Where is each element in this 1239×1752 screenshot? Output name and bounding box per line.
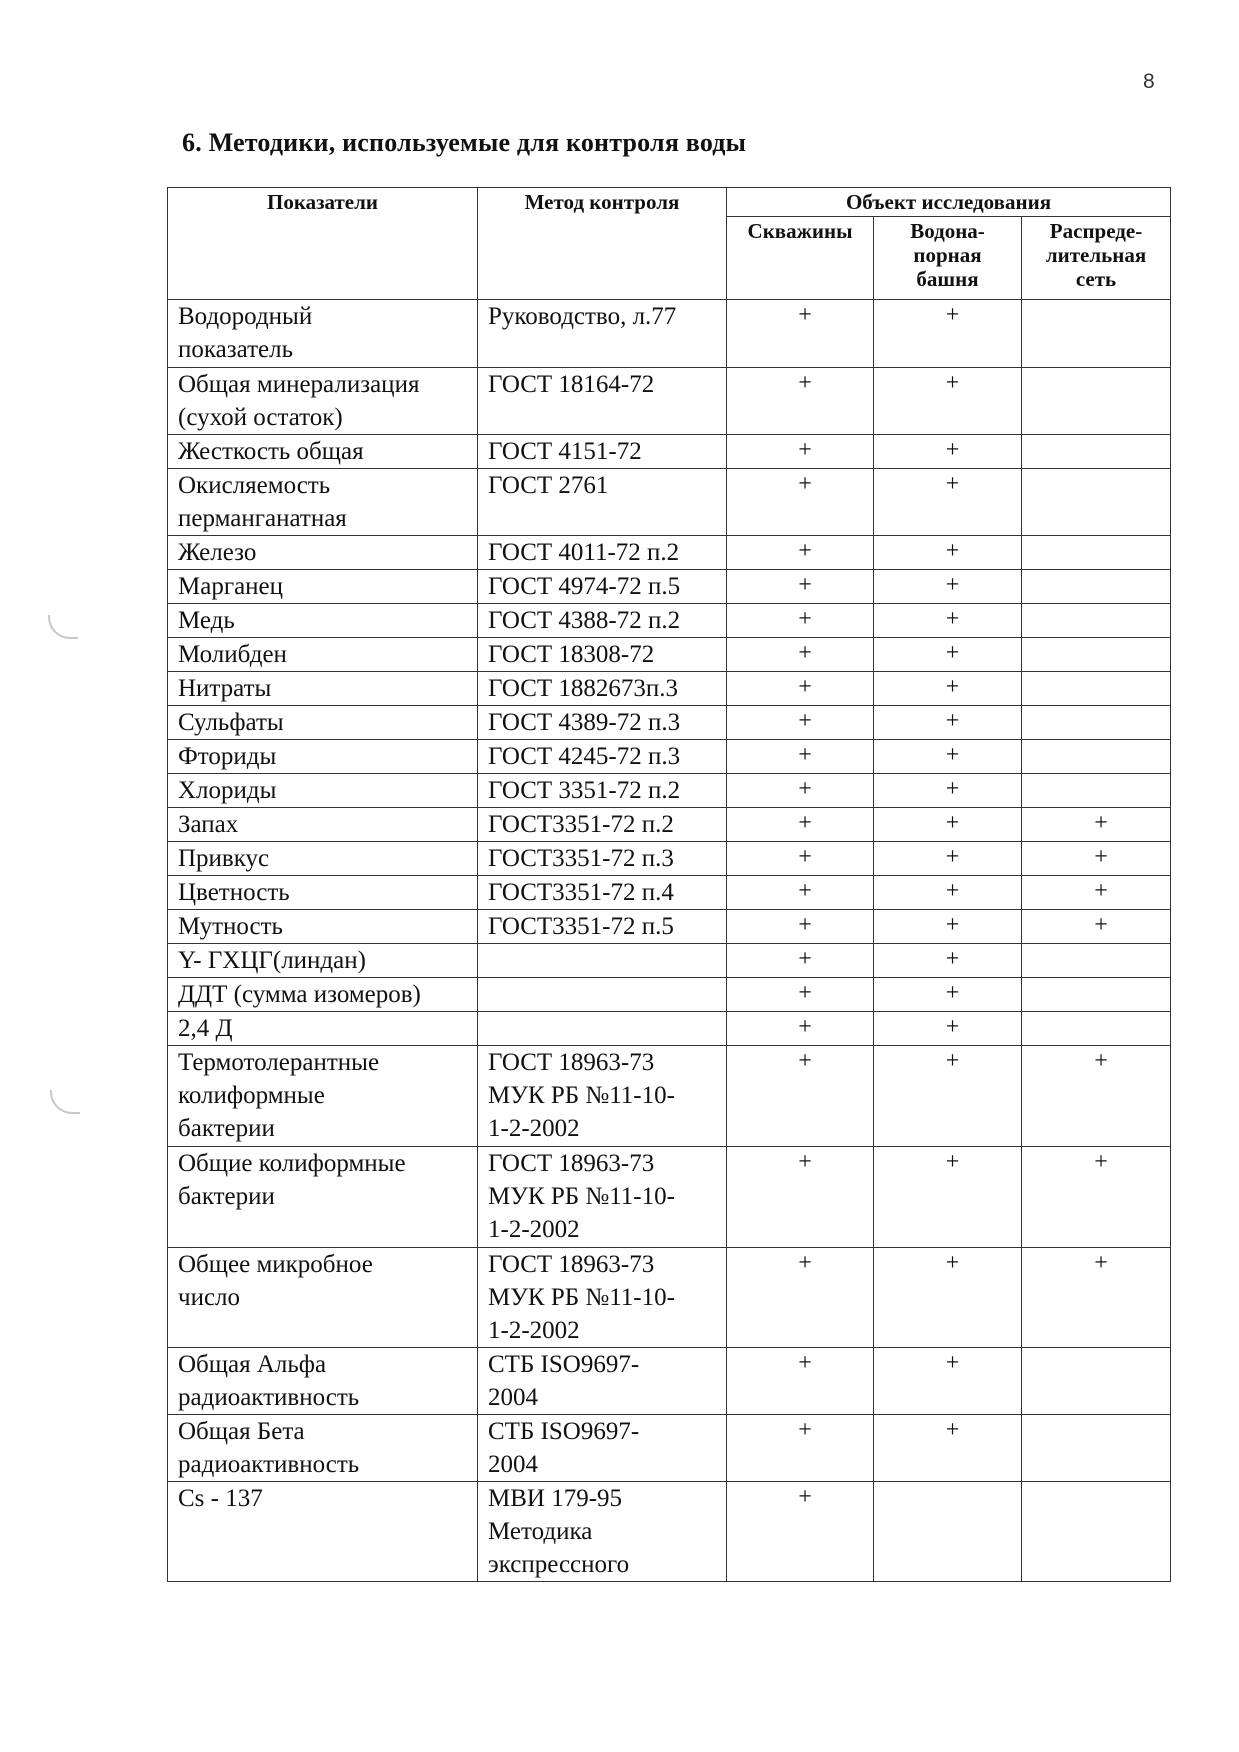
network-mark: + xyxy=(1022,876,1171,910)
method-cell: ГОСТ 4974-72 п.5 xyxy=(478,570,727,604)
indicator-cell: Общее микробное число xyxy=(168,1248,478,1348)
wells-mark: + xyxy=(727,672,874,706)
wells-mark: + xyxy=(727,740,874,774)
header-method: Метод контроля xyxy=(478,188,727,300)
tower-mark: + xyxy=(874,1415,1022,1482)
method-cell: ГОСТ 3351-72 п.2 xyxy=(478,774,727,808)
network-mark: + xyxy=(1022,1147,1171,1248)
network-mark xyxy=(1022,469,1171,536)
wells-mark: + xyxy=(727,876,874,910)
tower-mark xyxy=(874,1482,1022,1582)
method-cell: ГОСТ 18308-72 xyxy=(478,638,727,672)
network-mark xyxy=(1022,978,1171,1012)
table-row xyxy=(168,1415,1171,1482)
indicator-cell: Запах xyxy=(168,808,478,842)
indicator-cell: Сульфаты xyxy=(168,706,478,740)
wells-mark: + xyxy=(727,910,874,944)
method-cell: ГОСТ 4011-72 п.2 xyxy=(478,536,727,570)
wells-mark: + xyxy=(727,978,874,1012)
indicator-cell: Cs - 137 xyxy=(168,1482,478,1582)
wells-mark: + xyxy=(727,1348,874,1415)
network-mark: + xyxy=(1022,808,1171,842)
tower-mark: + xyxy=(874,469,1022,536)
page-number: 8 xyxy=(1143,70,1155,93)
network-mark xyxy=(1022,570,1171,604)
method-cell xyxy=(478,978,727,1012)
method-cell: ГОСТ 2761 xyxy=(478,469,727,536)
network-mark xyxy=(1022,774,1171,808)
table-row xyxy=(168,1248,1171,1348)
network-mark xyxy=(1022,435,1171,469)
method-cell xyxy=(478,1012,727,1046)
tower-mark: + xyxy=(874,570,1022,604)
indicator-cell: Водородный показатель xyxy=(168,300,478,368)
tower-mark: + xyxy=(874,808,1022,842)
table-row xyxy=(168,469,1171,536)
method-cell: ГОСТ 4245-72 п.3 xyxy=(478,740,727,774)
network-mark: + xyxy=(1022,910,1171,944)
wells-mark: + xyxy=(727,808,874,842)
table-row xyxy=(168,944,1171,978)
wells-mark: + xyxy=(727,435,874,469)
method-cell: ГОСТ3351-72 п.5 xyxy=(478,910,727,944)
wells-mark: + xyxy=(727,1046,874,1147)
tower-mark: + xyxy=(874,842,1022,876)
wells-mark: + xyxy=(727,536,874,570)
indicator-cell: Хлориды xyxy=(168,774,478,808)
table-row xyxy=(168,740,1171,774)
tower-mark: + xyxy=(874,672,1022,706)
method-cell: ГОСТ 18963-73 МУК РБ №11-10- 1-2-2002 xyxy=(478,1147,727,1248)
indicator-cell: Молибден xyxy=(168,638,478,672)
table-row xyxy=(168,570,1171,604)
method-cell: ГОСТ 18963-73 МУК РБ №11-10- 1-2-2002 xyxy=(478,1248,727,1348)
wells-mark: + xyxy=(727,944,874,978)
tower-mark: + xyxy=(874,536,1022,570)
table-row xyxy=(168,435,1171,469)
network-mark xyxy=(1022,672,1171,706)
method-cell: СТБ ISO9697- 2004 xyxy=(478,1348,727,1415)
table-row xyxy=(168,672,1171,706)
method-cell: ГОСТ3351-72 п.2 xyxy=(478,808,727,842)
table-row xyxy=(168,910,1171,944)
tower-mark: + xyxy=(874,706,1022,740)
network-mark xyxy=(1022,536,1171,570)
network-mark xyxy=(1022,740,1171,774)
network-mark xyxy=(1022,1482,1171,1582)
header-network: Распреде- лительная сеть xyxy=(1022,217,1171,300)
table-row xyxy=(168,978,1171,1012)
network-mark: + xyxy=(1022,1248,1171,1348)
indicator-cell: Медь xyxy=(168,604,478,638)
header-indicator: Показатели xyxy=(168,188,478,300)
tower-mark: + xyxy=(874,638,1022,672)
table-row xyxy=(168,1147,1171,1248)
indicator-cell: Общая минерализация (сухой остаток) xyxy=(168,368,478,435)
network-mark xyxy=(1022,706,1171,740)
tower-mark: + xyxy=(874,1147,1022,1248)
network-mark: + xyxy=(1022,1046,1171,1147)
tower-mark: + xyxy=(874,368,1022,435)
indicator-cell: Общая Альфа радиоактивность xyxy=(168,1348,478,1415)
tower-mark: + xyxy=(874,978,1022,1012)
network-mark xyxy=(1022,1012,1171,1046)
method-cell: ГОСТ3351-72 п.3 xyxy=(478,842,727,876)
tower-mark: + xyxy=(874,1012,1022,1046)
method-cell: МВИ 179-95 Методика экспрессного xyxy=(478,1482,727,1582)
wells-mark: + xyxy=(727,638,874,672)
scan-mark xyxy=(48,615,78,639)
indicator-cell: Нитраты xyxy=(168,672,478,706)
network-mark: + xyxy=(1022,842,1171,876)
method-cell xyxy=(478,944,727,978)
table-row xyxy=(168,1046,1171,1147)
method-cell: ГОСТ 1882673п.3 xyxy=(478,672,727,706)
indicator-cell: 2,4 Д xyxy=(168,1012,478,1046)
network-mark xyxy=(1022,1415,1171,1482)
section-title: 6. Методики, используемые для контроля воды xyxy=(182,128,747,157)
method-cell: ГОСТ 18164-72 xyxy=(478,368,727,435)
table-row xyxy=(168,604,1171,638)
network-mark xyxy=(1022,1348,1171,1415)
table-row xyxy=(168,368,1171,435)
table-row xyxy=(168,808,1171,842)
method-cell: ГОСТ3351-72 п.4 xyxy=(478,876,727,910)
indicator-cell: Мутность xyxy=(168,910,478,944)
wells-mark: + xyxy=(727,1415,874,1482)
tower-mark: + xyxy=(874,604,1022,638)
indicator-cell: Жесткость общая xyxy=(168,435,478,469)
header-wells: Скважины xyxy=(727,217,874,300)
tower-mark: + xyxy=(874,876,1022,910)
table-row xyxy=(168,1482,1171,1582)
wells-mark: + xyxy=(727,1482,874,1582)
header-tower: Водона- порная башня xyxy=(874,217,1022,300)
indicator-cell: Железо xyxy=(168,536,478,570)
indicator-cell: ДДТ (сумма изомеров) xyxy=(168,978,478,1012)
wells-mark: + xyxy=(727,1248,874,1348)
network-mark xyxy=(1022,638,1171,672)
indicator-cell: Y- ГХЦГ(линдан) xyxy=(168,944,478,978)
wells-mark: + xyxy=(727,368,874,435)
network-mark xyxy=(1022,300,1171,368)
method-cell: Руководство, л.77 xyxy=(478,300,727,368)
tower-mark: + xyxy=(874,740,1022,774)
tower-mark: + xyxy=(874,910,1022,944)
wells-mark: + xyxy=(727,570,874,604)
indicator-cell: Термотолерантные колиформные бактерии xyxy=(168,1046,478,1147)
wells-mark: + xyxy=(727,842,874,876)
indicator-cell: Общая Бета радиоактивность xyxy=(168,1415,478,1482)
method-cell: ГОСТ 4388-72 п.2 xyxy=(478,604,727,638)
table-row xyxy=(168,706,1171,740)
network-mark xyxy=(1022,944,1171,978)
method-cell: СТБ ISO9697- 2004 xyxy=(478,1415,727,1482)
wells-mark: + xyxy=(727,706,874,740)
method-cell: ГОСТ 4151-72 xyxy=(478,435,727,469)
table-row xyxy=(168,638,1171,672)
header-row xyxy=(168,188,1171,217)
indicator-cell: Окисляемость перманганатная xyxy=(168,469,478,536)
table-row xyxy=(168,300,1171,368)
table-row xyxy=(168,876,1171,910)
methods-table xyxy=(167,187,1171,1582)
wells-mark: + xyxy=(727,1147,874,1248)
wells-mark: + xyxy=(727,604,874,638)
table-row xyxy=(168,1348,1171,1415)
tower-mark: + xyxy=(874,944,1022,978)
network-mark xyxy=(1022,604,1171,638)
scan-mark xyxy=(50,1090,80,1114)
indicator-cell: Общие колиформные бактерии xyxy=(168,1147,478,1248)
table-row xyxy=(168,1012,1171,1046)
indicator-cell: Фториды xyxy=(168,740,478,774)
tower-mark: + xyxy=(874,300,1022,368)
indicator-cell: Марганец xyxy=(168,570,478,604)
network-mark xyxy=(1022,368,1171,435)
tower-mark: + xyxy=(874,1046,1022,1147)
wells-mark: + xyxy=(727,774,874,808)
wells-mark: + xyxy=(727,469,874,536)
tower-mark: + xyxy=(874,774,1022,808)
indicator-cell: Привкус xyxy=(168,842,478,876)
indicator-cell: Цветность xyxy=(168,876,478,910)
tower-mark: + xyxy=(874,1248,1022,1348)
tower-mark: + xyxy=(874,435,1022,469)
wells-mark: + xyxy=(727,1012,874,1046)
table-row xyxy=(168,536,1171,570)
tower-mark: + xyxy=(874,1348,1022,1415)
header-object: Объект исследования xyxy=(727,188,1171,217)
wells-mark: + xyxy=(727,300,874,368)
table-row xyxy=(168,842,1171,876)
method-cell: ГОСТ 4389-72 п.3 xyxy=(478,706,727,740)
method-cell: ГОСТ 18963-73 МУК РБ №11-10- 1-2-2002 xyxy=(478,1046,727,1147)
table-row xyxy=(168,774,1171,808)
table-body xyxy=(168,300,1171,1582)
